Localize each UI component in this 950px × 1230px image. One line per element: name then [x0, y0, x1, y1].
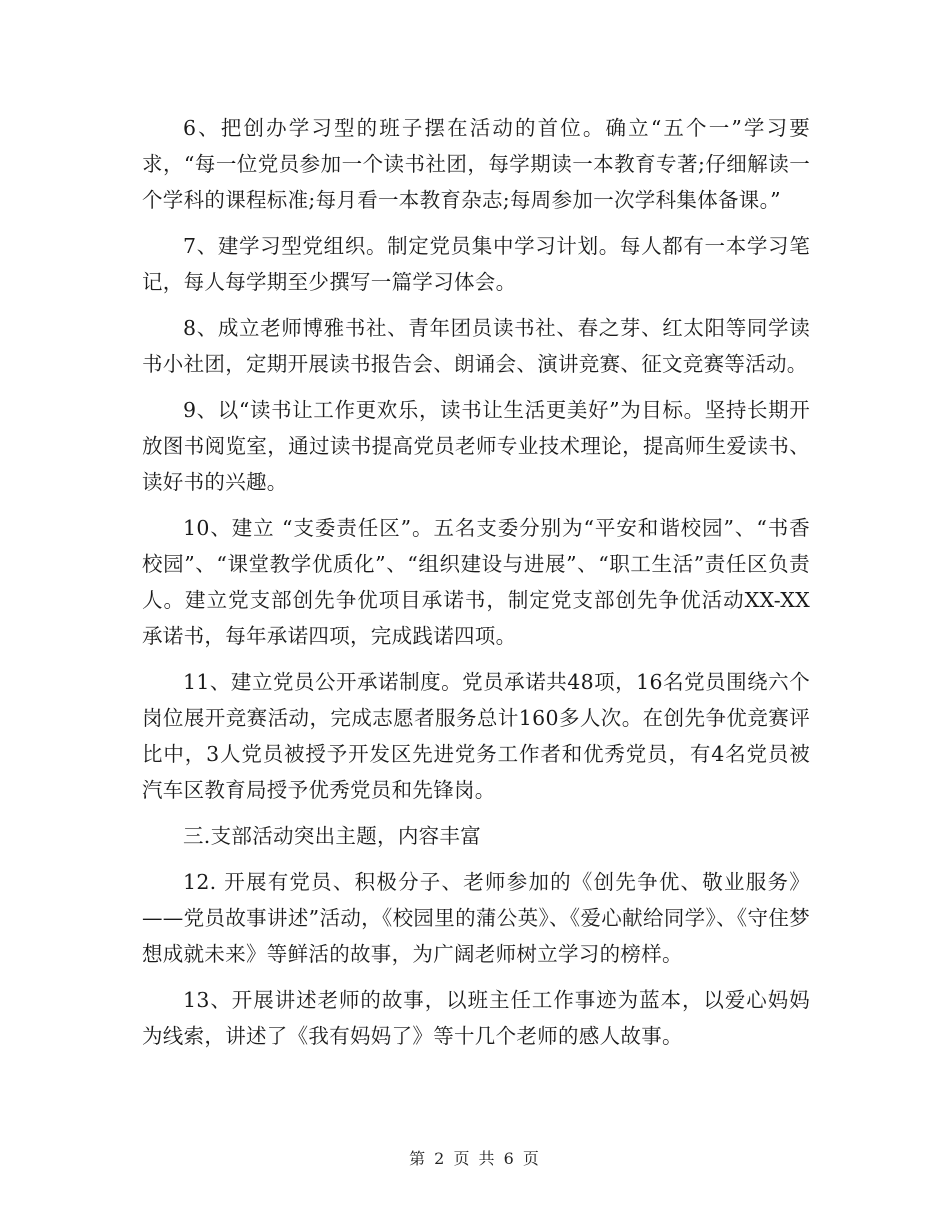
paragraph-item-7: 7、建学习型党组织。制定党员集中学习计划。每人都有一本学习笔记，每人每学期至少撰写一篇学习体会。 — [142, 234, 810, 294]
page-number-footer: 第 2 页 共 6 页 — [409, 1149, 541, 1168]
document-body — [142, 110, 810, 1054]
paragraph-item-11: 11、建立党员公开承诺制度。党员承诺共48项，16名党员围绕六个岗位展开竞赛活动，完成志愿者服务总计160多人次。在创先争优竞赛评比中，3人党员被授予开发区先进党务工作者和优秀党员，有4名党员被汽车区教育局授予优秀党员和先锋岗。 — [142, 670, 810, 802]
paragraph-item-10: 10、建立 “支委责任区”。五名支委分别为“平安和谐校园”、“书香校园”、“课堂教学优质化”、“组织建设与进展”、“职工生活”责任区负责人。建立党支部创先争优项目承诺书，制定党支部创先争优活动XX-XX承诺书，每年承诺四项，完成践诺四项。 — [142, 516, 810, 648]
paragraph-item-9: 9、以“读书让工作更欢乐，读书让生活更美好”为目标。坚持长期开放图书阅览室，通过读书提高党员老师专业技术理论，提高师生爱读书、读好书的兴趣。 — [142, 398, 810, 494]
paragraph-item-12: 12. 开展有党员、积极分子、老师参加的《创先争优、敬业服务》——党员故事讲述”活动，《校园里的蒲公英》、《爱心献给同学》、《守住梦想成就未来》等鲜活的故事，为广阔老师树立学习的榜样。 — [142, 870, 810, 966]
paragraph-item-6: 6、把创办学习型的班子摆在活动的首位。确立“五个一”学习要求，“每一位党员参加一个读书社团，每学期读一本教育专著;仔细解读一个学科的课程标准;每月看一本教育杂志;每周参加一次学科集体备课。” — [142, 116, 810, 212]
paragraph-item-8: 8、成立老师博雅书社、青年团员读书社、春之芽、红太阳等同学读书小社团，定期开展读书报告会、朗诵会、演讲竞赛、征文竞赛等活动。 — [142, 316, 810, 376]
paragraph-item-13: 13、开展讲述老师的故事，以班主任工作事迹为蓝本，以爱心妈妈为线索，讲述了《我有妈妈了》等十几个老师的感人故事。 — [142, 988, 810, 1048]
section-heading: 三.支部活动突出主题，内容丰富 — [183, 824, 482, 848]
